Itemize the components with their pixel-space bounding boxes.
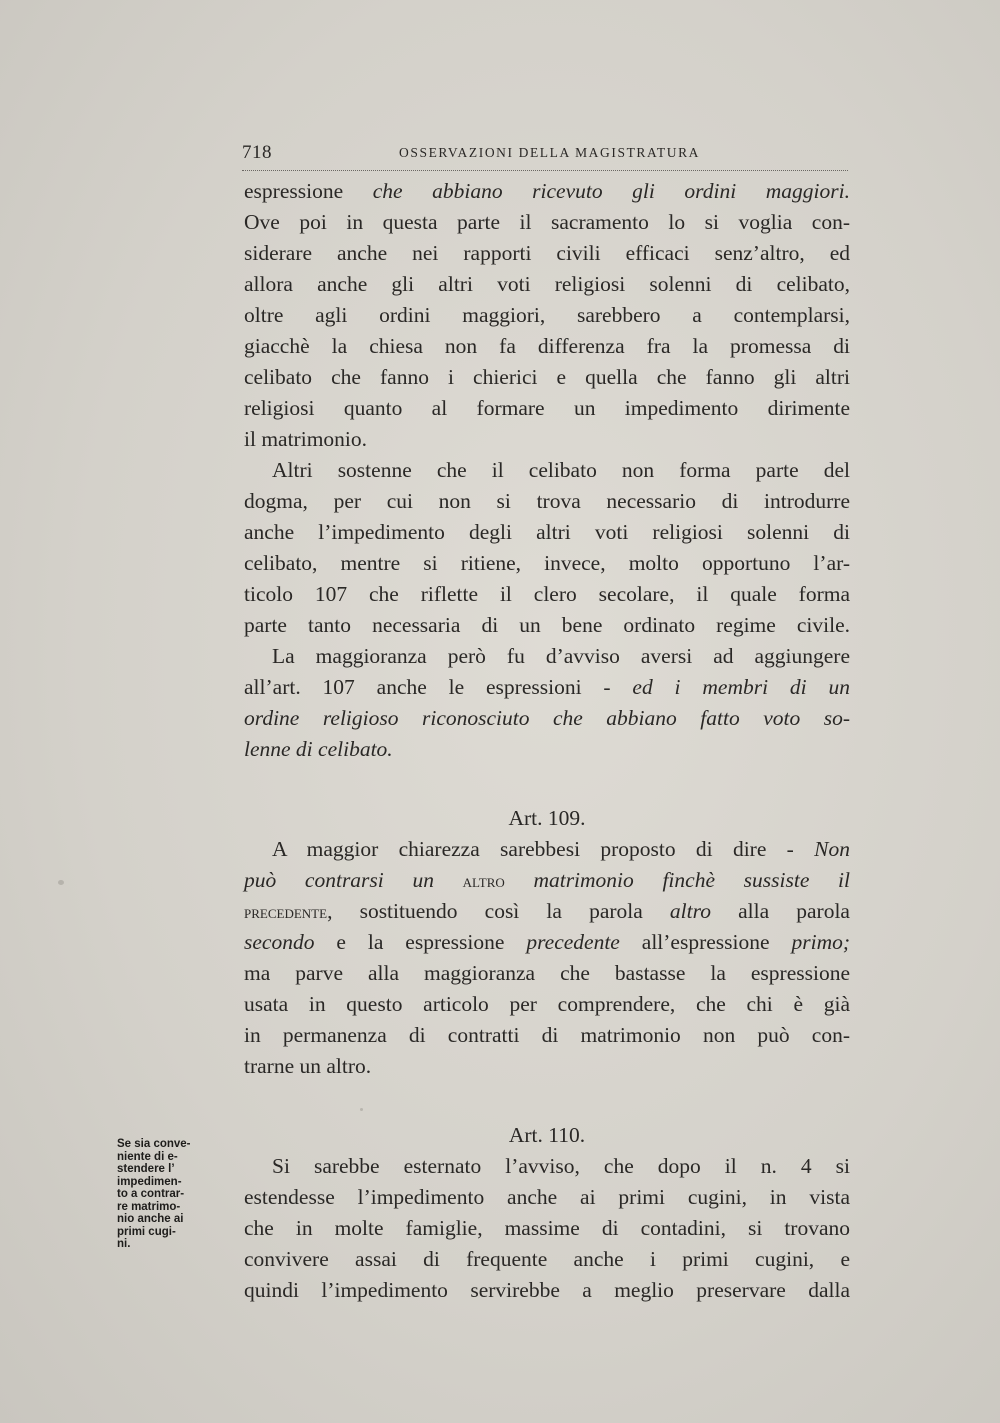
margin-note-line: ni. <box>117 1238 131 1250</box>
text-line: ordine religioso riconosciuto che abbiano fatto voto so- <box>244 706 850 730</box>
page-number: 718 <box>242 142 272 163</box>
text-line: anche l’impedimento degli altri voti religiosi solenni di <box>244 520 850 544</box>
text-line: celibato, mentre si ritiene, invece, molto opportuno l’ar- <box>244 551 850 575</box>
text-line: ma parve alla maggioranza che bastasse la espressione <box>244 961 850 985</box>
text-line: all’art. 107 anche le espressioni - ed i membri di un <box>244 675 850 699</box>
text-line: oltre agli ordini maggiori, sarebbero a contemplarsi, <box>244 303 850 327</box>
text-line: secondo e la espressione precedente all’espressione primo; <box>244 930 851 954</box>
text-line: parte tanto necessaria di un bene ordinato regime civile. <box>244 613 850 637</box>
text-line: dogma, per cui non si trova necessario di introdurre <box>244 489 850 513</box>
text-line: in permanenza di contratti di matrimonio non può con- <box>244 1023 850 1047</box>
text-line: giacchè la chiesa non fa differenza fra la promessa di <box>244 334 850 358</box>
article-heading: Art. 109. <box>508 806 586 830</box>
page-header <box>242 142 848 171</box>
margin-note-line: re matrimo- <box>117 1200 181 1213</box>
text-line: Ove poi in questa parte il sacramento lo si voglia con- <box>244 210 850 234</box>
margin-note-line: stendere l’ <box>117 1163 175 1175</box>
text-line: che in molte famiglie, massime di contadini, si trovano <box>244 1216 850 1240</box>
text-line: trarne un altro. <box>244 1054 372 1078</box>
text-line: espressione che abbiano ricevuto gli ordini maggiori. <box>244 179 850 203</box>
running-head: OSSERVAZIONI DELLA MAGISTRATURA <box>399 145 701 160</box>
margin-note-line: impedimen- <box>117 1175 182 1188</box>
body-text <box>244 176 850 1306</box>
text-line: il matrimonio. <box>244 427 368 451</box>
text-line: può contrarsi un altro matrimonio finchè sussiste il <box>244 868 850 892</box>
text-line: celibato che fanno i chierici e quella che fanno gli altri <box>244 365 850 389</box>
article-heading: Art. 110. <box>508 1123 586 1147</box>
text-line: Si sarebbe esternato l’avviso, che dopo il n. 4 si <box>272 1154 850 1178</box>
text-line: siderare anche nei rapporti civili efficaci senz’altro, ed <box>244 241 850 265</box>
text-line: convivere assai di frequente anche i primi cugini, e <box>244 1247 850 1271</box>
margin-note-line: to a contrar- <box>117 1188 185 1200</box>
text-line: precedente, sostituendo così la parola altro alla parola <box>244 899 850 923</box>
text-line: A maggior chiarezza sarebbesi proposto di dire - Non <box>272 837 850 861</box>
margin-note-line: primi cugi- <box>117 1225 176 1238</box>
margin-note <box>117 1138 235 1251</box>
text-line: estendesse l’impedimento anche ai primi cugini, in vista <box>244 1185 850 1209</box>
paper-speck <box>360 1108 363 1111</box>
text-line: lenne di celibato. <box>244 737 393 761</box>
text-line: ticolo 107 che riflette il clero secolare, il quale forma <box>244 582 850 606</box>
text-line: quindi l’impedimento servirebbe a meglio preservare dalla <box>244 1278 850 1302</box>
text-line: La maggioranza però fu d’avviso aversi ad aggiungere <box>272 644 850 668</box>
text-line: Altri sostenne che il celibato non forma parte del <box>272 458 850 482</box>
paper-speck <box>58 880 64 885</box>
margin-note-line: nio anche ai <box>117 1213 184 1225</box>
text-line: usata in questo articolo per comprendere, che chi è già <box>244 992 850 1016</box>
text-line: allora anche gli altri voti religiosi solenni di celibato, <box>244 272 850 296</box>
text-line: religiosi quanto al formare un impedimento dirimente <box>244 396 850 420</box>
margin-note-line: niente di e- <box>117 1150 178 1163</box>
margin-note-line: Se sia conve- <box>117 1138 191 1150</box>
